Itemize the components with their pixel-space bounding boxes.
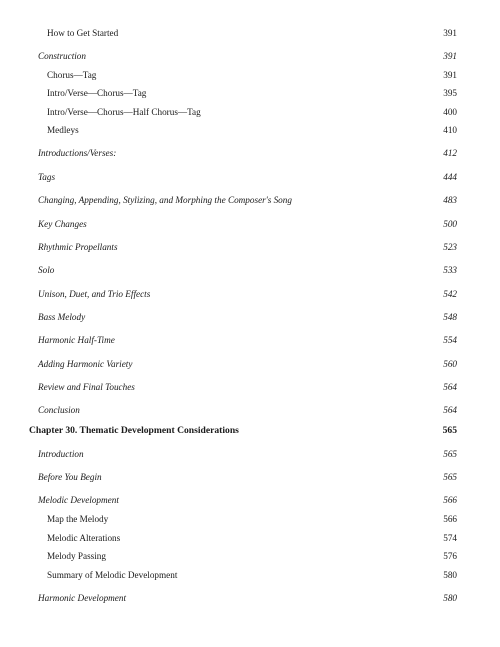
toc-entry-title: Changing, Appending, Stylizing, and Morphing the Composer's Song	[38, 195, 292, 205]
toc-entry[interactable]	[0, 549, 500, 563]
toc-entry-page-number: 533	[443, 265, 457, 275]
toc-entry-title: Summary of Melodic Development	[47, 570, 178, 580]
toc-entry-page-number: 565	[443, 449, 457, 459]
toc-entry-title: Conclusion	[38, 405, 80, 415]
toc-entry-title: Melodic Alterations	[47, 533, 121, 543]
toc-entry[interactable]	[0, 568, 500, 582]
toc-entry-page-number: 542	[443, 289, 457, 299]
toc-entry-page-number: 565	[443, 472, 457, 482]
toc-entry-title: How to Get Started	[47, 28, 119, 38]
toc-entry-title: Review and Final Touches	[38, 382, 135, 392]
toc-entry-title: Tags	[38, 172, 56, 182]
toc-entry-title: Melody Passing	[47, 551, 106, 561]
toc-entry[interactable]	[0, 403, 500, 417]
toc-entry-page-number: 391	[443, 70, 457, 80]
toc-entry-title: Melodic Development	[38, 495, 119, 505]
toc-entry[interactable]	[0, 217, 500, 231]
toc-entry-title: Chorus—Tag	[47, 70, 97, 80]
toc-entry[interactable]	[0, 193, 500, 207]
toc-entry-page-number: 564	[443, 405, 457, 415]
toc-entry[interactable]	[0, 263, 500, 277]
toc-entry[interactable]	[0, 380, 500, 394]
toc-entry-title: Before You Begin	[38, 472, 102, 482]
toc-entry[interactable]	[0, 86, 500, 100]
toc-entry-page-number: 560	[443, 359, 457, 369]
toc-entry-page-number: 580	[443, 593, 457, 603]
toc-entry[interactable]	[0, 531, 500, 545]
toc-entry-page-number: 580	[443, 570, 457, 580]
toc-entry-title: Introductions/Verses:	[38, 148, 117, 158]
toc-entry-page-number: 566	[443, 514, 457, 524]
toc-entry-title: Intro/Verse—Chorus—Tag	[47, 88, 147, 98]
toc-entry[interactable]	[0, 470, 500, 484]
toc-entry-page-number: 574	[443, 533, 457, 543]
toc-entry[interactable]	[0, 493, 500, 507]
toc-entry[interactable]	[0, 287, 500, 301]
toc-entry-title: Chapter 30. Thematic Development Considerations	[29, 425, 239, 436]
toc-entry[interactable]	[0, 146, 500, 160]
toc-entry[interactable]	[0, 333, 500, 347]
toc-entry-page-number: 523	[443, 242, 457, 252]
toc-entry[interactable]	[0, 591, 500, 605]
toc-entry-title: Solo	[38, 265, 55, 275]
toc-entry-page-number: 412	[443, 148, 457, 158]
toc-entry-page-number: 554	[443, 335, 457, 345]
toc-entry[interactable]	[0, 123, 500, 137]
toc-entry-title: Harmonic Half-Time	[38, 335, 115, 345]
toc-entry-page-number: 483	[443, 195, 457, 205]
toc-entry-title: Construction	[38, 51, 86, 61]
toc-entry-title: Medleys	[47, 125, 79, 135]
toc-entry[interactable]	[0, 68, 500, 82]
toc-entry-title: Adding Harmonic Variety	[38, 359, 133, 369]
toc-entry[interactable]	[0, 357, 500, 371]
toc-entry-title: Map the Melody	[47, 514, 109, 524]
toc-entry[interactable]	[0, 26, 500, 40]
toc-chapter-entry[interactable]	[0, 424, 500, 438]
toc-entry-page-number: 444	[443, 172, 457, 182]
toc-entry[interactable]	[0, 240, 500, 254]
toc-entry-page-number: 410	[443, 125, 457, 135]
toc-entry-title: Bass Melody	[38, 312, 86, 322]
toc-entry[interactable]	[0, 447, 500, 461]
toc-entry-page-number: 391	[443, 28, 457, 38]
toc-entry-title: Harmonic Development	[38, 593, 127, 603]
toc-entry-title: Introduction	[38, 449, 84, 459]
toc-entry-page-number: 500	[443, 219, 457, 229]
toc-entry-page-number: 566	[443, 495, 457, 505]
toc-entry[interactable]	[0, 512, 500, 526]
toc-entry-page-number: 564	[443, 382, 457, 392]
toc-entry-page-number: 565	[442, 425, 457, 436]
toc-entry-title: Intro/Verse—Chorus—Half Chorus—Tag	[47, 107, 201, 117]
toc-entry-title: Rhythmic Propellants	[38, 242, 118, 252]
toc-entry[interactable]	[0, 310, 500, 324]
toc-entry-page-number: 395	[443, 88, 457, 98]
toc-entry[interactable]	[0, 170, 500, 184]
toc-entry-page-number: 400	[443, 107, 457, 117]
toc-entry-page-number: 576	[443, 551, 457, 561]
toc-entry-title: Unison, Duet, and Trio Effects	[38, 289, 151, 299]
toc-entry-page-number: 391	[443, 51, 457, 61]
toc-entry-title: Key Changes	[38, 219, 87, 229]
toc-entry[interactable]	[0, 105, 500, 119]
toc-entry[interactable]	[0, 49, 500, 63]
toc-entry-page-number: 548	[443, 312, 457, 322]
